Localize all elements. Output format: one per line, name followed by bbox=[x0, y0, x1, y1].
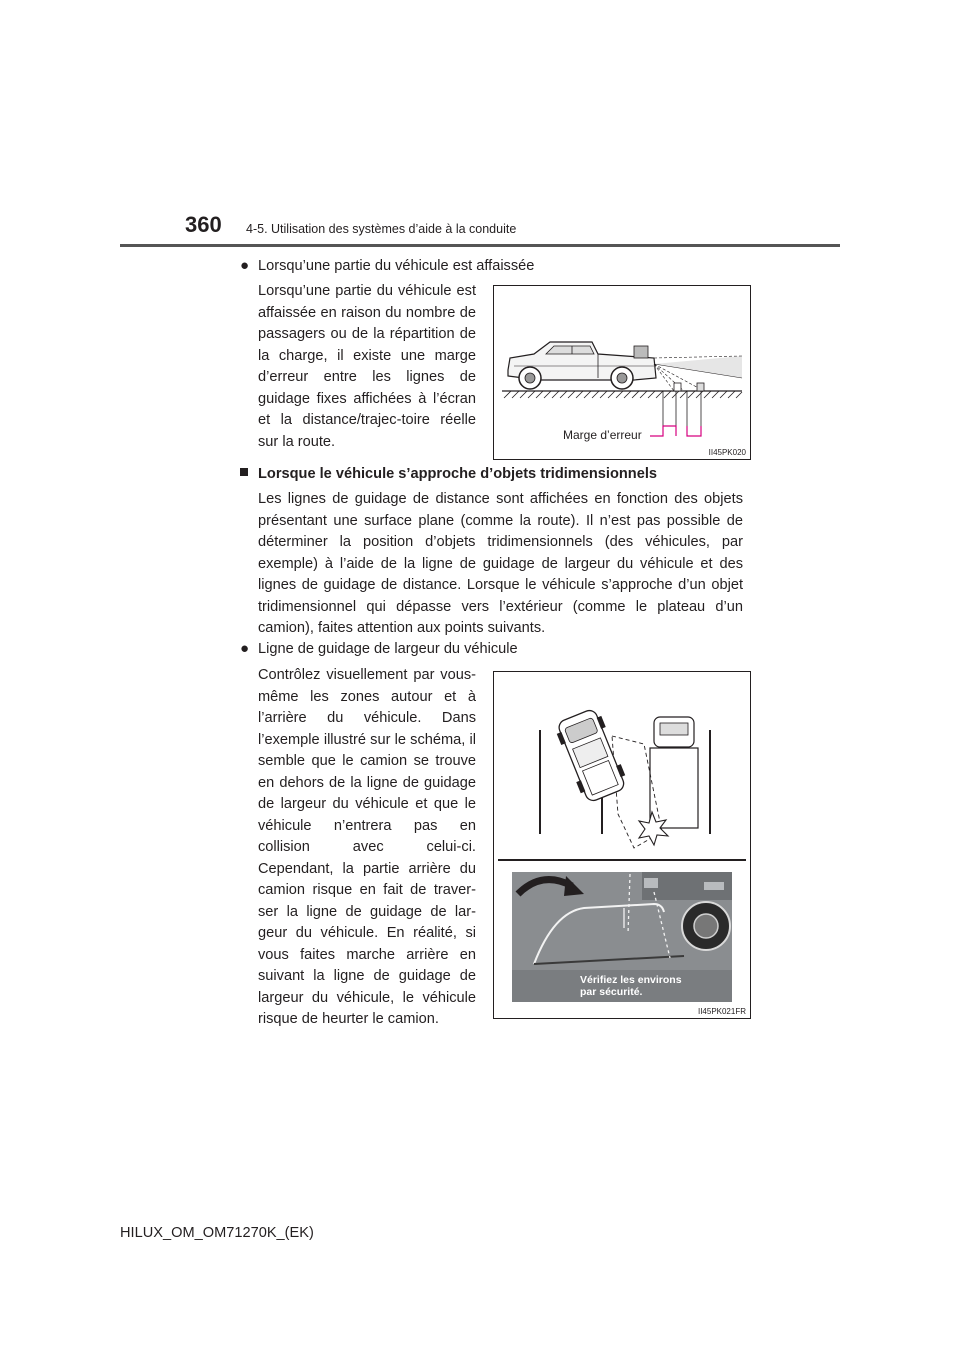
section-heading-text: Lorsque le véhicule s’approche d’objets tridimensionnels bbox=[258, 466, 657, 482]
figure-sagging-vehicle bbox=[493, 285, 751, 460]
bullet-width-guide-text: Ligne de guidage de largeur du véhicule bbox=[258, 641, 518, 657]
section-title: 4-5. Utilisation des systèmes d’aide à la conduite bbox=[246, 222, 517, 236]
camera-screen-message bbox=[580, 974, 682, 998]
paragraph-3d-objects: Les lignes de guidage de distance sont affichées en fonction des objets présentant une surface plane (comme la route). Il n’est pas possible de déterminer la position d’objets tridimensionnels (des véhicules, par exemple) à l’aide de la ligne de guidage de largeur du véhicule et des lignes de guidage de distance. Lorsque le véhicule s’approche d’un objet tridimensionnel qui dépasse vers l’extérieur (comme le plateau d’un camion), faites attention aux points suivants. bbox=[258, 491, 743, 636]
bullet-sagging bbox=[240, 257, 534, 274]
figure-code: II45PK021FR bbox=[697, 1007, 746, 1016]
footer-doc-id: HILUX_OM_OM71270K_(EK) bbox=[120, 1225, 314, 1241]
bullet-dot-icon: ● bbox=[240, 257, 250, 274]
page-number: 360 bbox=[185, 212, 222, 237]
bullet-dot-icon: ● bbox=[240, 640, 250, 657]
figure-truck-collision bbox=[493, 671, 751, 1019]
paragraph-width-guide: Contrôlez visuellement par vous-même les zones autour et à l’arrière du véhicule. Dans l’exemple illustré sur le schéma, il semble que le camion se trouve en dehors de la ligne de guidage de largeur du véhicule et que le véhicule n’entrera pas en collision avec celui-ci. Cependant, la partie arrière du camion risque en fait de traver-ser la ligne de guidage de lar-geur du véhicule. En réalité, si vous faites marche arrière en suivant la ligne de guidage de largeur du véhicule, le véhicule risque de heurter le camion. bbox=[258, 667, 476, 1027]
header-rule bbox=[120, 244, 840, 247]
paragraph-sagging: Lorsqu’une partie du véhicule est affaissée en raison du nombre de passagers ou de la répartition de la charge, il existe une marge d’erreur entre les lignes de guidage fixes affichées à l’écran et la distance/trajec-toire réelle sur la route. bbox=[258, 283, 476, 450]
bullet-sagging-text: Lorsqu’une partie du véhicule est affaissée bbox=[258, 258, 535, 274]
bullet-width-guide bbox=[240, 640, 518, 657]
screen-message-line2: par sécurité. bbox=[580, 986, 643, 998]
screen-message-line1: Vérifiez les environs bbox=[580, 974, 682, 986]
section-heading-3d-objects bbox=[240, 466, 657, 482]
square-bullet-icon bbox=[240, 468, 248, 476]
truck-collision-illustration bbox=[494, 672, 750, 1018]
error-margin-label: Marge d’erreur bbox=[563, 428, 642, 442]
figure-code: II45PK020 bbox=[708, 448, 746, 457]
